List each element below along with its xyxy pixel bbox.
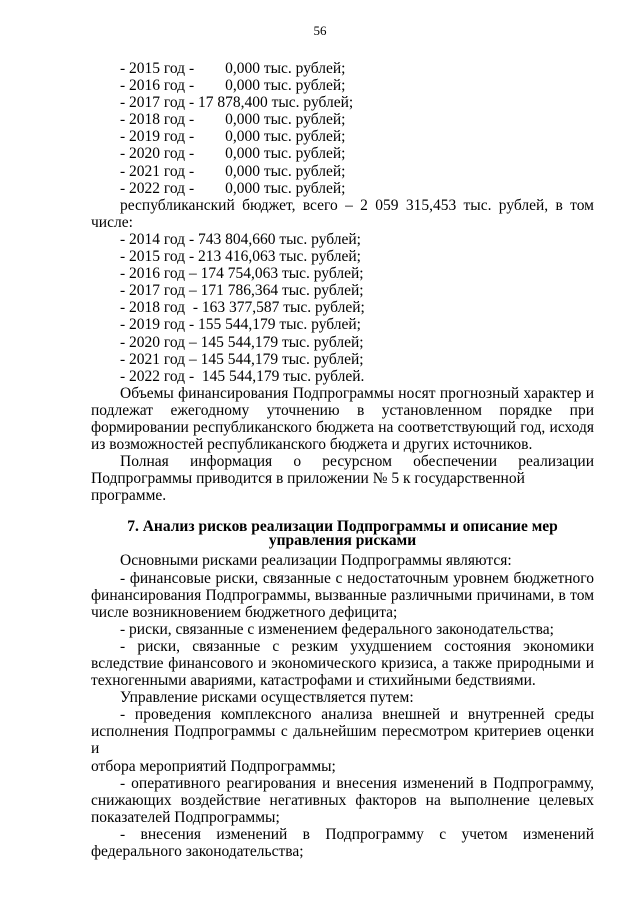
list-item: - 2015 год - 213 416,063 тыс. рублей;: [120, 248, 361, 266]
republic-budget-list: [91, 231, 594, 385]
paragraph-line: федерального законодательства;: [91, 843, 304, 861]
paragraph-risk-management: Управление рисками осуществляется путем:: [120, 689, 414, 707]
paragraph-line: Объемы финансирования Подпрограммы носят прогнозный характер и: [120, 384, 594, 402]
paragraph-full-info: [91, 453, 594, 504]
list-item: - 2016 год – 174 754,063 тыс. рублей;: [120, 265, 364, 283]
list-item: - 2020 год - 0,000 тыс. рублей;: [120, 145, 346, 163]
heading-line: управления рисками: [268, 532, 417, 550]
paragraph-analysis: [91, 706, 594, 774]
paragraph-line: показателей Подпрограммы;: [91, 808, 280, 826]
list-item: - 2019 год - 0,000 тыс. рублей;: [120, 128, 346, 146]
paragraph-line: - риски, связанные с резким ухудшением состояния экономики: [120, 637, 594, 655]
page-number: 56: [313, 23, 327, 38]
paragraph-line: вследствие финансового и экономического кризиса, а также природными и: [91, 655, 594, 672]
list-item: - 2015 год - 0,000 тыс. рублей;: [120, 60, 346, 77]
republic-budget-intro: [91, 197, 594, 231]
paragraph-line: - финансовые риски, связанные с недостаточным уровнем бюджетного: [120, 569, 594, 587]
paragraph-line: финансирования Подпрограммы, вызванные различными причинами, в том: [91, 586, 594, 604]
list-item: - 2017 год - 17 878,400 тыс. рублей;: [120, 94, 354, 112]
page-content: [91, 60, 594, 860]
paragraph-line: техногенными авариями, катастрофами и стихийными бедствиями.: [91, 672, 536, 690]
list-item: - 2022 год - 0,000 тыс. рублей;: [120, 179, 346, 197]
paragraph-law-risks: - риски, связанные с изменением федерального законодательства;: [120, 620, 554, 638]
paragraph-line: подлежат ежегодному уточнению в установленном порядке при: [91, 401, 594, 419]
paragraph-volumes: [91, 385, 594, 453]
list-item: - 2021 год – 145 544,179 тыс. рублей;: [120, 350, 364, 368]
list-item: - 2016 год - 0,000 тыс. рублей;: [120, 77, 346, 95]
list-item: - 2014 год - 743 804,660 тыс. рублей;: [120, 230, 361, 248]
paragraph-financial-risks: [91, 570, 594, 621]
federal-budget-list: [91, 60, 594, 197]
paragraph-line: - оперативного реагирования и внесения изменений в Подпрограмму,: [120, 774, 594, 792]
paragraph-line: республиканский бюджет, всего – 2 059 315,453 тыс. рублей, в том: [120, 196, 594, 214]
paragraph-line: исполнения Подпрограммы с дальнейшим пересмотром критериев оценки и: [91, 723, 594, 758]
list-item: - 2022 год - 145 544,179 тыс. рублей.: [120, 367, 365, 385]
paragraph-line: формировании республиканского бюджета на соответствующий год, исходя: [91, 418, 594, 436]
paragraph-response: [91, 775, 594, 826]
paragraph-line: Полная информация о ресурсном обеспечении реализации: [120, 453, 594, 471]
paragraph-line: - внесения изменений в Подпрограмму с учетом изменений: [120, 825, 594, 843]
paragraph-line: из возможностей республиканского бюджета и других источников.: [91, 436, 533, 454]
heading-line: 7. Анализ рисков реализации Подпрограммы и описание мер: [127, 518, 558, 536]
section-heading: [91, 520, 594, 548]
paragraph-economic-risks: [91, 638, 594, 689]
paragraph-line: отбора мероприятий Подпрограммы;: [91, 757, 336, 775]
list-item: - 2018 год - 163 377,587 тыс. рублей;: [120, 299, 365, 317]
paragraph-line: числе возникновением бюджетного дефицита;: [91, 603, 398, 621]
paragraph-changes: [91, 826, 594, 860]
paragraph-line: числе:: [91, 213, 133, 231]
paragraph-line: снижающих воздействие негативных факторов на выполнение целевых: [91, 791, 594, 809]
list-item: - 2017 год – 171 786,364 тыс. рублей;: [120, 282, 364, 300]
list-item: - 2020 год – 145 544,179 тыс. рублей;: [120, 333, 364, 351]
paragraph-line: - проведения комплексного анализа внешней и внутренней среды: [120, 706, 594, 724]
paragraph-main-risks: Основными рисками реализации Подпрограммы являются:: [120, 552, 512, 570]
paragraph-line: Подпрограммы приводится в приложении № 5 к государственной программе.: [91, 470, 525, 505]
list-item: - 2018 год - 0,000 тыс. рублей;: [120, 111, 346, 129]
list-item: - 2019 год - 155 544,179 тыс. рублей;: [120, 316, 361, 334]
list-item: - 2021 год - 0,000 тыс. рублей;: [120, 162, 346, 180]
